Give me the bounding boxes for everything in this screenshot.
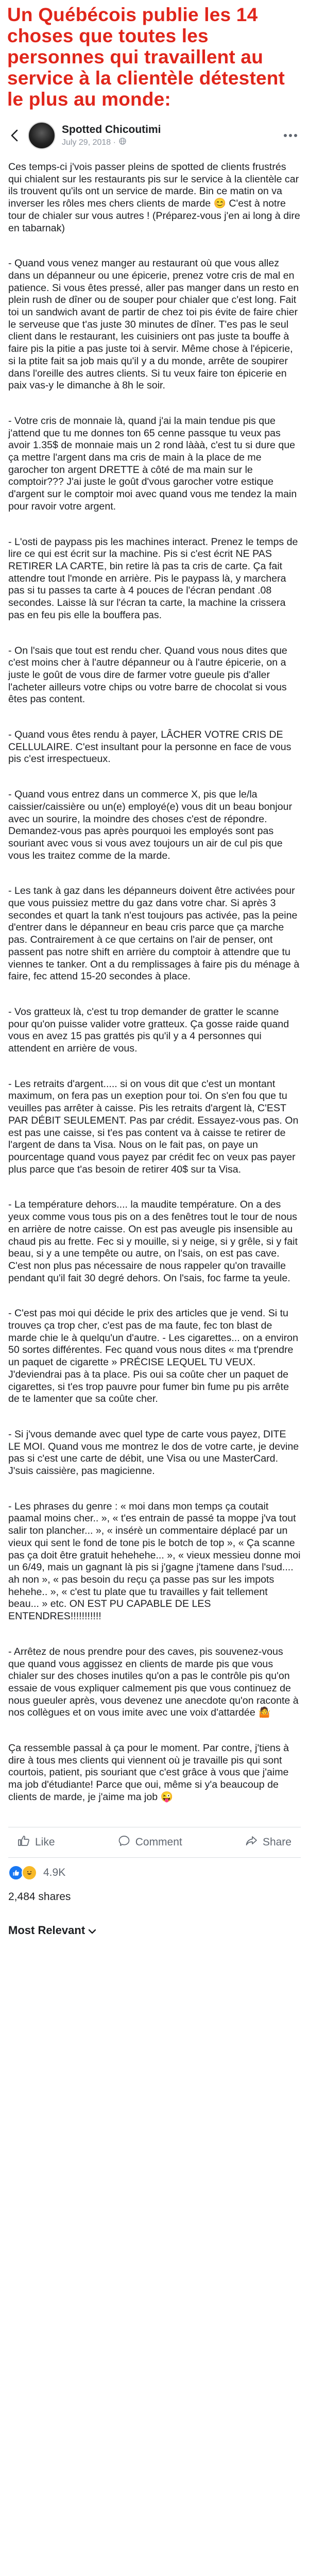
thumbs-up-icon [18,1835,30,1850]
comment-sort-dropdown[interactable] [8,1924,301,1937]
post-paragraph: - Arrêtez de nous prendre pour des caves, pis souvenez-vous que quand vous aggissez en clients de marde pis que vous chialer sur des choses inutiles qu'on a pas le contrôle pis qu'on essaie de vous expliquer calmement pis que vous continuez de nous gueuler après, vous devenez une anecdote qu'on raconte à nos collègues et on vous imite avec une voix d'attardée 🤷 [8,1646,302,1719]
post-body [8,161,301,1804]
post-header [8,119,301,152]
comment-sort-label: Most Relevant [8,1923,85,1937]
page-name[interactable]: Spotted Chicoutimi [62,124,161,135]
chevron-down-icon [88,1924,96,1937]
post-meta [62,124,280,147]
post-paragraph: Ça ressemble passal à ça pour le moment. Par contre, j'tiens à dire à tous mes clients qui viennent où je travaille pis qui sont courtois, patient, pis souriant que c'est grâce à vous que j'aime ma job d'étudiante! Parce que oui, même si y'a beaucoup de clients de marde, je j'aime ma job 😜 [8,1742,292,1803]
headline: Un Québécois publie les 14 choses que toutes les personnes qui travaillent au service à la clientèle détestent le plus au monde: [7,4,285,110]
reaction-summary[interactable] [8,1858,301,1888]
post-paragraph: - On l'sais que tout est rendu cher. Quand vous nous dites que c'est moins cher à l'autre dépanneur ou à l'autre épicerie, on a juste le goût de vous dire de farmer votre gueule pis d'aller l'acheter ailleurs votre chips ou votre barre de chocolat si vous êtes pas content. [8,645,290,705]
post-paragraph: - Quand vous entrez dans un commerce X, pis que le/la caissier/caissière ou un(e) employé(e) vous dit un beau bonjour avec un sourire, la moindre des choses c'est de répondre. Demandez-vous pas après pourquoi les employés sont pas souriant avec vous si vous avez toujours un air de cul pis que vous les traitez comme de la marde. [8,789,295,861]
post-date-text: July 29, 2018 · [62,138,116,147]
post-date [62,138,280,147]
haha-reaction-icon [22,1865,37,1880]
more-horizontal-icon[interactable] [280,125,301,146]
post-paragraph: Ces temps-ci j'vois passer pleins de spotted de clients frustrés qui chialent sur les restaurants pis sur le service à la clientèle car ils trouvent qu'ils ont un service de marde. Bin ce matin on va inverser les rôles mes chers clients de marde 😊 C'est à notre tour de chialer sur vous autres ! (Préparez-vous j'en ai long à dire en tabarnak) [8,161,303,234]
speech-bubble-icon [118,1835,130,1850]
like-label: Like [35,1836,55,1848]
post-paragraph: - Votre cris de monnaie là, quand j'ai la main tendue pis que j'attend que tu me donnes ton 65 cenne passque tu veux pas avoir 1.35$ de monnaie mais un 2 rond lààà, c'est tu si dure que ça mettre l'argent dans ma cris de main à la place de me garocher ton argent DRETTE à côté de ma main sur le comptoir??? J'ai juste le goût d'vous garocher votre estique d'argent sur le comptoir moi avec quand vous me tendez la main pour ravoir votre argent. [8,415,300,512]
globe-icon [119,138,126,147]
like-button[interactable] [18,1835,55,1850]
share-button[interactable] [245,1835,291,1850]
post-paragraph: - Les tank à gaz dans les dépanneurs doivent être activées pour que vous puissiez mettre du gaz dans votre char. Si après 3 secondes et quart la tank n'est toujours pas activée, pas la peine d'entrer dans le dépanneur en beau cris parce que ça marche pas. Contrairement à ce que certains on l'air de penser, ont passent pas notre shift en arrière du comptoir à attendre que tu viennes te tanker. Ont a du remplissages à faire pis du ménage à faire, fec attend 15-20 secondes à place. [8,885,302,982]
post-paragraph: - Vos gratteux là, c'est tu trop demander de gratter le scanne pour qu'on puisse valider votre gratteux. Ça gosse raide quand vous en avez 15 pas grattés pis qu'il y a 4 personnes qui attendent en arrière de vous. [8,1006,292,1055]
post-paragraph: - C'est pas moi qui décide le prix des articles que je vend. Si tu trouves ça trop cher, c'est pas de ma faute, fec ton blast de marde chie le à quelqu'un d'autre. - Les cigarettes... on a environ 50 sortes différentes. Fec quand vous nous dites « ma t'prendre un paquet de cigarette » PRÉCISE LEQUEL TU VEUX. J'deviendrai pas à ta place. Pis oui sa coûte cher un paquet de cigarettes, si t'es trop pauvre pour fumer bin fume pu pis arrête de te lamenter que sa coûte cher. [8,1308,301,1405]
post-paragraph: - Si j'vous demande avec quel type de carte vous payez, DITE LE MOI. Quand vous me montrez le dos de votre carte, je devine pas si c'est une carte de débit, une Visa ou une MasterCard. J'suis caissière, pas magicienne. [8,1428,302,1477]
comment-label: Comment [135,1836,182,1848]
post-paragraph: - Quand vous êtes rendu à payer, LÂCHER VOTRE CRIS DE CELLULAIRE. C'est insultant pour la personne en face de vous pis c'est irrespectueux. [8,729,294,765]
share-label: Share [262,1836,291,1848]
facebook-post [8,119,301,1937]
post-paragraph: - Les phrases du genre : « moi dans mon temps ça coutait paamal moins cher.. », « t'es entrain de passé ta moppe j'va tout salir ton plancher... », « insérè un commentaire déplacé par un vieux qui sent le fond de tone pis le botch de top », « Ça scanne pas ça doit être gratuit hehehehe... », « vieux messieu donne moi un 6/49, mais un gagnant là pis si j'gagne j'tamene dans l'sud.... ah non », « pas besoin du reçu ça passe pas sur les impots hehehe.. », « c'est tu plate que tu travailles y fait tellement beau... » etc. ON EST PU CAPABLE DE LES ENTENDRES!!!!!!!!!!! [8,1500,303,1622]
action-bar [8,1827,301,1858]
avatar[interactable] [28,122,56,149]
post-paragraph: - Quand vous venez manger au restaurant où que vous allez dans un dépanneur ou une épicerie, prenez votre cris de mal en patience. Si vous êtes pressé, aller pas manger dans un resto en plein rush de dîner ou de souper pour chialer que c'est long. Fait toi un sandwich avant de partir de chez toi pis évite de faire chier le serveuse que t'as juste 30 minutes de dîner. T'es pas le seul client dans le restaurant, les cuisiniers ont pas juste ta bouffe à faire pis la pitie a pas juste toi à servir. Même chose à l'épicerie, si la ptite fait sa job mais qu'il y a du monde, arrête de soupirer dans l'oreille des autres clients. Si tu veux faire ton épicerie en paix vas-y le dimanche à 8h le soir. [8,258,302,392]
chevron-left-icon[interactable] [8,125,21,146]
share-arrow-icon [245,1835,258,1850]
comment-button[interactable] [118,1835,182,1850]
post-paragraph: - Les retraits d'argent..... si on vous dit que c'est un montant maximum, on fera pas un exeption pour toi. On s'en fou que tu veuilles pas arrêter à caisse. Pis les retraits d'argent là, C'EST PAR DÉBIT SEULEMENT. Pas par crédit. Essayez-vous pas. On est pas une caisse, si t'es pas content va à caisse te retirer de l'argent de dans ta Visa. Nous on le fait pas, on paye un pourcentage quand vous payez par crédit fec on veux pas payer plus parce que t'as besoin de retirer 40$ sur ta Visa. [8,1078,301,1175]
reaction-count: 4.9K [43,1866,66,1878]
shares-count[interactable]: 2,484 shares [8,1890,71,1903]
post-paragraph: - L'osti de paypass pis les machines interact. Prenez le temps de lire ce qui est écrit sur la machine. Pis si c'est écrit NE PAS RETIRER LA CARTE, bin retire là pas ta cris de carte. Ça fait attendre tout l'monde en arrière. Pis le paypass là, y marchera pas si tu passes ta carte à 4 pouces de l'écran pendant .08 secondes. Laisse là sur l'écran ta carte, la machine la crissera pas en feu pis elle la bouffera pas. [8,536,301,621]
post-paragraph: - La température dehors.... la maudite température. On a des yeux comme vous tous pis on a des fenêtres tout le tour de nous en arrière de notre caisse. On est pas aveugle pis insensible au chaud pis au frette. Fec si y mouille, si y neige, si y grêle, si y fait beau, si y a une tempête ou autre, on l'sais, on est pas cave. C'est non plus pas nécessaire de nous rappeler qu'on travaille pendant qu'il fait 30 degré dehors. On l'sais, foc farme ta yeule. [8,1199,301,1284]
